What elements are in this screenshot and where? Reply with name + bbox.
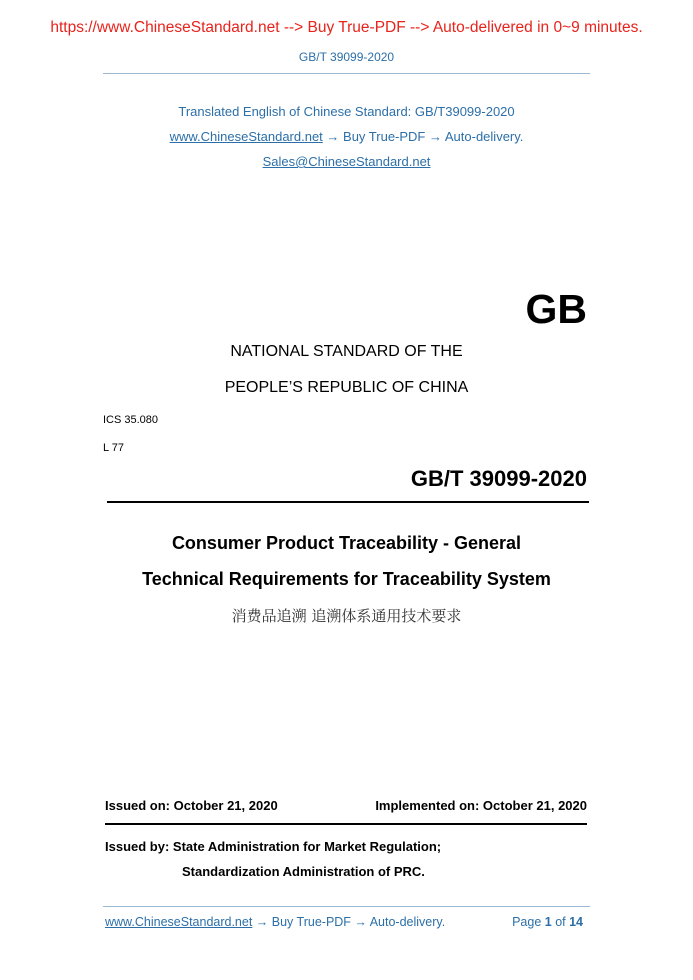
footer-delivery-text: → Buy True-PDF → Auto-delivery. — [252, 915, 446, 929]
issued-on: Issued on: October 21, 2020 — [105, 798, 278, 813]
top-banner[interactable]: https://www.ChineseStandard.net --> Buy True-PDF --> Auto-delivered in 0~9 minutes. — [50, 19, 643, 36]
title-chinese: 消费品追溯 追溯体系通用技术要求 — [231, 607, 462, 625]
email-line — [0, 154, 693, 169]
ics-code: ICS 35.080 — [103, 414, 159, 426]
email-link[interactable]: Sales@ChineseStandard.net — [262, 154, 431, 169]
translation-line: Translated English of Chinese Standard: GB/T39099-2020 — [178, 104, 515, 119]
date-divider — [105, 823, 587, 825]
national-standard-line1: NATIONAL STANDARD OF THE — [230, 343, 463, 360]
national-standard-line2: PEOPLE’S REPUBLIC OF CHINA — [224, 379, 469, 396]
standard-code: GB/T 39099-2020 — [410, 466, 587, 491]
page-label: Page — [512, 915, 545, 929]
page-number — [512, 915, 583, 929]
delivery-text: → Buy True-PDF → Auto-delivery. — [322, 129, 524, 144]
page-current: 1 — [544, 915, 552, 929]
issued-by-line2: Standardization Administration of PRC. — [182, 864, 425, 879]
footer-divider — [103, 906, 590, 907]
classification-code: L 77 — [103, 442, 125, 454]
implemented-on: Implemented on: October 21, 2020 — [375, 798, 587, 813]
footer-site-link[interactable]: www.ChineseStandard.net — [105, 915, 253, 929]
title-line2: Technical Requirements for Traceability System — [142, 569, 551, 589]
header-code: GB/T 39099-2020 — [298, 50, 395, 64]
site-link[interactable]: www.ChineseStandard.net — [169, 129, 323, 144]
gb-mark: GB — [525, 286, 587, 332]
footer-delivery — [105, 915, 445, 929]
title-line1: Consumer Product Traceability - General — [171, 533, 522, 553]
code-divider — [107, 501, 589, 503]
page-total: 14 — [569, 915, 583, 929]
header-divider — [103, 73, 590, 74]
delivery-line — [0, 129, 693, 144]
page-of-label: of — [551, 915, 570, 929]
issued-by-line1: Issued by: State Administration for Market Regulation; — [105, 839, 442, 854]
